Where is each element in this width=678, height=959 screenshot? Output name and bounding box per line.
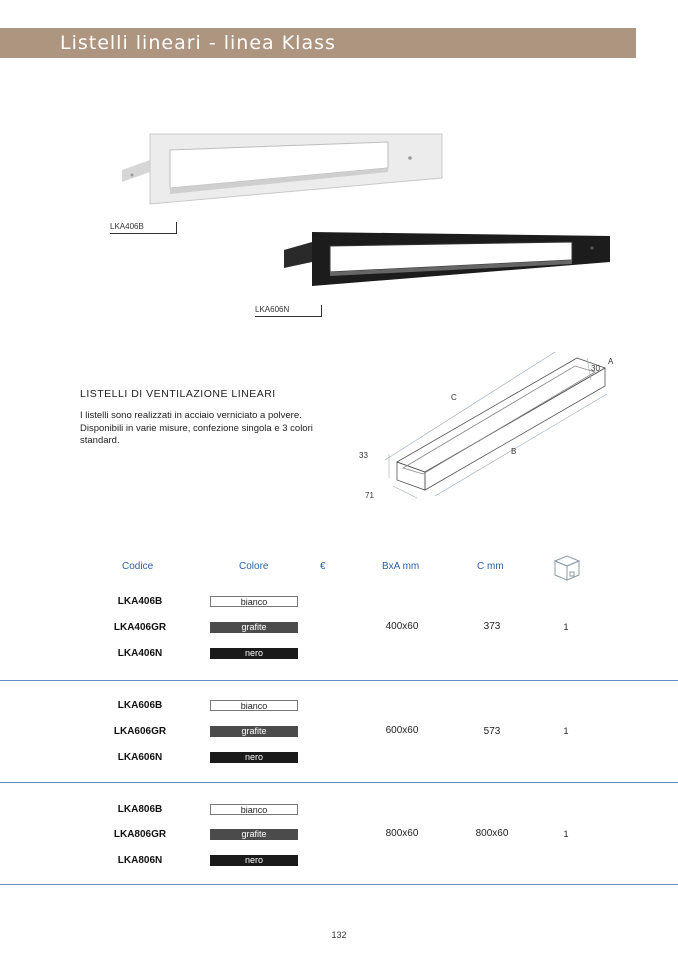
c-value: 800x60: [475, 828, 509, 839]
diagram-label-33: 33: [359, 451, 368, 460]
product-code: LKA406B: [117, 596, 163, 607]
product-code: LKA606N: [117, 752, 163, 763]
color-swatch-bianco: bianco: [210, 804, 298, 815]
vent-white-image: [118, 128, 448, 210]
technical-diagram: [355, 350, 625, 510]
callout-white: [110, 222, 177, 234]
product-code: LKA406GR: [113, 622, 167, 633]
group-divider: [0, 782, 678, 783]
color-swatch-grafite: grafite: [210, 622, 298, 633]
diagram-label-a: A: [608, 357, 614, 366]
title-bar: [0, 28, 636, 58]
col-header-bxa: BxA mm: [382, 561, 420, 572]
page-title: Listelli lineari - linea Klass: [60, 32, 336, 54]
product-code: LKA606B: [117, 700, 163, 711]
package-qty: 1: [563, 622, 569, 632]
col-header-codice: Codice: [122, 561, 154, 572]
package-qty: 1: [563, 726, 569, 736]
col-header-c: C mm: [477, 561, 504, 572]
diagram-label-b: B: [511, 447, 517, 456]
product-code: LKA806N: [117, 855, 163, 866]
color-swatch-bianco: bianco: [210, 596, 298, 607]
product-code: LKA406N: [117, 648, 163, 659]
color-swatch-bianco: bianco: [210, 700, 298, 711]
color-swatch-nero: nero: [210, 648, 298, 659]
section-description: I listelli sono realizzati in acciaio verniciato a polvere. Disponibili in varie misure, confezione singola e 3 colori standard.: [80, 410, 313, 446]
color-swatch-nero: nero: [210, 752, 298, 763]
group-divider: [0, 680, 678, 681]
diagram-label-c: C: [451, 393, 457, 402]
package-box-icon: [552, 553, 582, 583]
color-swatch-nero: nero: [210, 855, 298, 866]
color-swatch-grafite: grafite: [210, 726, 298, 737]
group-divider: [0, 884, 678, 885]
package-qty: 1: [563, 829, 569, 839]
product-code: LKA806GR: [113, 829, 167, 840]
size-value: 400x60: [385, 621, 419, 632]
color-swatch-grafite: grafite: [210, 829, 298, 840]
diagram-label-30: 30: [591, 364, 600, 373]
product-code: LKA806B: [117, 804, 163, 815]
section-heading: LISTELLI DI VENTILAZIONE LINEARI: [80, 388, 276, 400]
c-value: 373: [483, 621, 501, 632]
size-value: 800x60: [385, 828, 419, 839]
vent-black-image: [282, 228, 614, 292]
callout-black: [255, 305, 322, 317]
c-value: 573: [483, 726, 501, 737]
callout-black-label: LKA606N: [255, 305, 290, 314]
page-number: 132: [331, 930, 347, 940]
col-header-colore: Colore: [239, 561, 269, 572]
callout-white-label: LKA406B: [110, 222, 144, 231]
size-value: 600x60: [385, 725, 419, 736]
diagram-label-71: 71: [365, 491, 374, 500]
product-code: LKA606GR: [113, 726, 167, 737]
col-header-price: €: [320, 561, 326, 572]
